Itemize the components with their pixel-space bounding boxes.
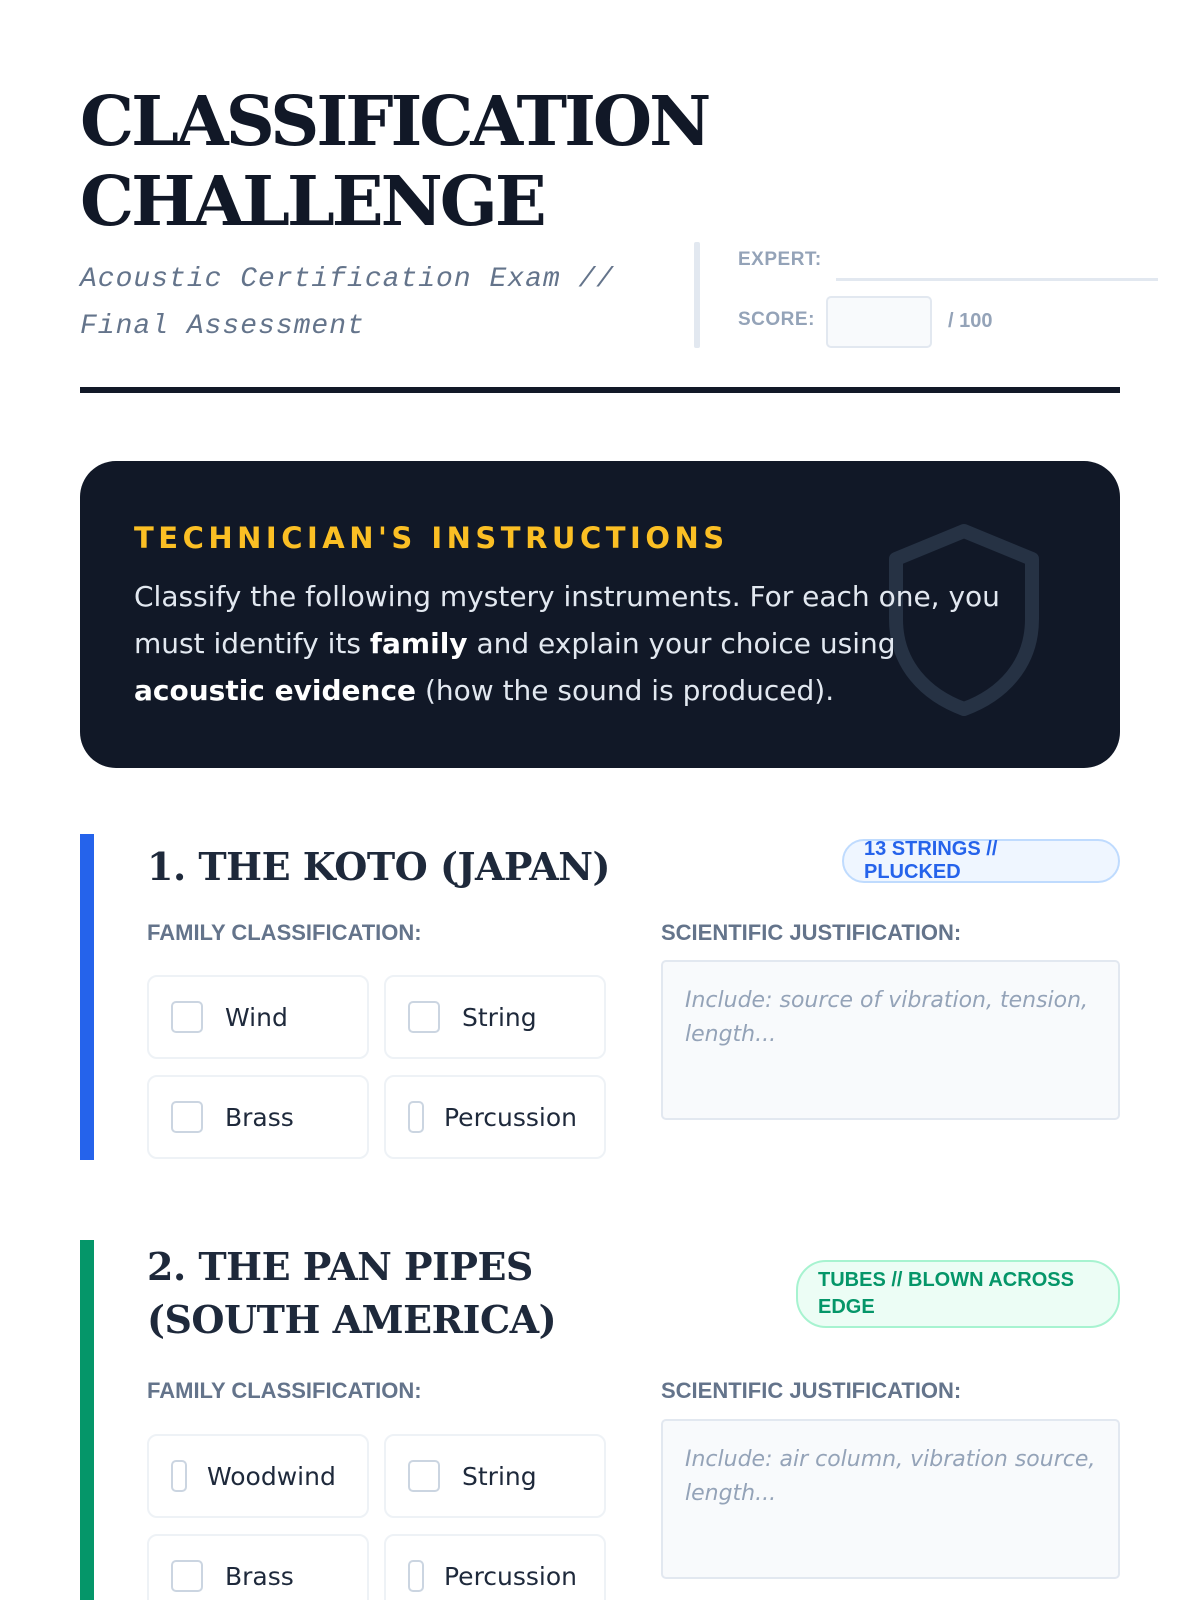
justification-input[interactable]: Include: air column, vibration source, length...	[661, 1419, 1120, 1579]
score-max: / 100	[948, 310, 993, 332]
checkbox[interactable]	[408, 1460, 440, 1492]
family-classification-label: FAMILY CLASSIFICATION:	[147, 920, 422, 945]
header-rule	[80, 387, 1120, 393]
justification-input[interactable]: Include: source of vibration, tension, length...	[661, 960, 1120, 1120]
justification-label: SCIENTIFIC JUSTIFICATION:	[661, 920, 962, 945]
score-input[interactable]	[826, 296, 932, 348]
option-brass[interactable]: Brass	[147, 1534, 369, 1600]
option-brass[interactable]: Brass	[147, 1075, 369, 1159]
instructions-title: TECHNICIAN'S INSTRUCTIONS	[134, 521, 729, 555]
title-line-1: CLASSIFICATION	[80, 82, 709, 162]
option-wind[interactable]: Wind	[147, 975, 369, 1059]
title-line-2: CHALLENGE	[80, 162, 544, 242]
checkbox[interactable]	[408, 1560, 424, 1592]
question-title: 2. THE PAN PIPES (SOUTH AMERICA)	[147, 1244, 557, 1342]
page-title	[80, 82, 708, 242]
page-subtitle: Acoustic Certification Exam // Final Assessment	[80, 264, 615, 342]
exam-page	[80, 0, 1120, 1600]
instructions-text: Classify the following mystery instruments. For each one, you must identify its family and explain your choice using acoustic evidence (how the sound is produced).	[134, 580, 1000, 707]
option-string[interactable]: String	[384, 975, 606, 1059]
family-classification-label: FAMILY CLASSIFICATION:	[147, 1378, 422, 1403]
question-tag: TUBES // BLOWN ACROSS EDGE	[796, 1260, 1120, 1328]
checkbox[interactable]	[171, 1560, 203, 1592]
instructions-panel	[80, 461, 1120, 768]
option-woodwind[interactable]: Woodwind	[147, 1434, 369, 1518]
header-divider	[694, 242, 700, 348]
question-koto	[80, 834, 1120, 1160]
expert-label: EXPERT:	[738, 249, 822, 270]
question-accent-bar	[80, 834, 94, 1160]
question-pan-pipes	[80, 1240, 1120, 1600]
checkbox[interactable]	[171, 1101, 203, 1133]
question-tag: 13 STRINGS // PLUCKED	[842, 839, 1120, 883]
checkbox[interactable]	[171, 1460, 187, 1492]
option-string[interactable]: String	[384, 1434, 606, 1518]
checkbox[interactable]	[408, 1101, 424, 1133]
expert-name-field[interactable]	[836, 278, 1158, 281]
option-percussion[interactable]: Percussion	[384, 1534, 606, 1600]
option-percussion[interactable]: Percussion	[384, 1075, 606, 1159]
question-accent-bar	[80, 1240, 94, 1600]
score-label: SCORE:	[738, 309, 815, 330]
justification-label: SCIENTIFIC JUSTIFICATION:	[661, 1378, 962, 1403]
checkbox[interactable]	[171, 1001, 203, 1033]
question-title: 1. THE KOTO (JAPAN)	[147, 844, 610, 889]
checkbox[interactable]	[408, 1001, 440, 1033]
